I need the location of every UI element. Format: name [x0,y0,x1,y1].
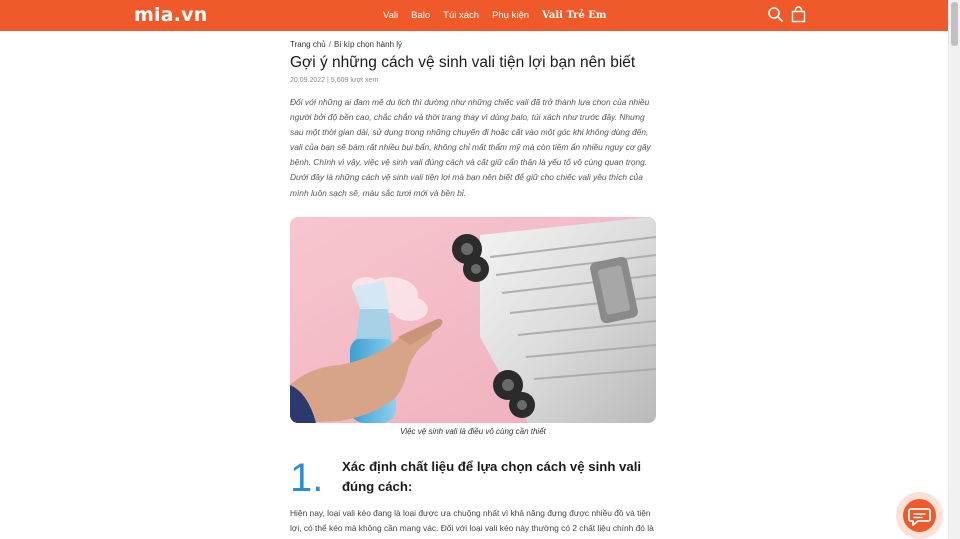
page-scrollbar[interactable] [948,0,960,539]
cart-icon[interactable] [790,6,807,23]
site-logo[interactable]: mia.vn [134,4,208,26]
main-nav [383,0,619,31]
section-body: Hiện nay, loại vali kéo đang là loại được ưa chuộng nhất vì khả năng đựng được nhiều đồ và tiện lợi, có thể kéo mà không cần mang vác. Đối với loại vali kéo này thường có 2 chất liệu chính đó là [290,508,654,534]
site-header [0,0,948,31]
article-views: 5,609 lượt xem [330,77,379,84]
nav-item-tui-xach[interactable]: Túi xách [443,10,480,21]
article-meta [290,77,378,84]
article-intro: Đối với những ai đam mê du lịch thì dường như những chiếc vali đã trở thành lựa chọn của nhiều người bởi độ bền cao, chắc chắn và thời trang thay vì dùng balo, túi xách như trước đây. Nhưng sau một thời gian dài, sử dụng trong những chuyến đi hoặc cất vào một góc khi không dùng đến, vali của bạn sẽ bám rất nhiều bụi bẩn, không chỉ mất thẩm mỹ mà còn tiềm ẩn nhiều nguy cơ gây bệnh. Chính vì vậy, việc vệ sinh vali đúng cách và cất giữ cẩn thận là yếu tố vô cùng quan trọng. Dưới đây là những cách vệ sinh vali tiện lợi mà bạn nên biết để giữ cho chiếc vali yêu thích của mình luôn sạch sẽ, màu sắc tươi mới và bền bỉ. [290,97,651,198]
nav-item-phu-kien[interactable]: Phụ kiện [492,10,530,21]
hero-image [290,217,656,423]
chat-button[interactable] [896,492,943,539]
meta-separator: | [327,77,329,84]
search-icon[interactable] [767,6,784,23]
nav-item-balo[interactable]: Balo [411,10,431,21]
breadcrumb [290,40,402,49]
chat-button-circle [903,499,936,532]
breadcrumb-separator: / [328,40,331,49]
chat-icon [903,499,936,532]
section-number: 1. [290,456,324,500]
article-title: Gợi ý những cách vệ sinh vali tiện lợi bạn nên biết [290,54,636,71]
image-caption: Việc vệ sinh vali là điều vô cùng cần thiết [400,427,546,436]
breadcrumb-home[interactable]: Trang chủ [290,40,326,49]
scrollbar-thumb[interactable] [951,2,958,46]
nav-item-vali-tre-em[interactable]: Vali Trẻ Em [542,10,607,21]
section-heading: Xác định chất liệu để lựa chọn cách vệ sinh vali đúng cách: [342,459,642,494]
article-date: 20.09.2022 [290,77,326,84]
breadcrumb-category[interactable]: Bí kíp chọn hành lý [333,40,403,49]
nav-item-vali[interactable]: Vali [383,10,399,21]
